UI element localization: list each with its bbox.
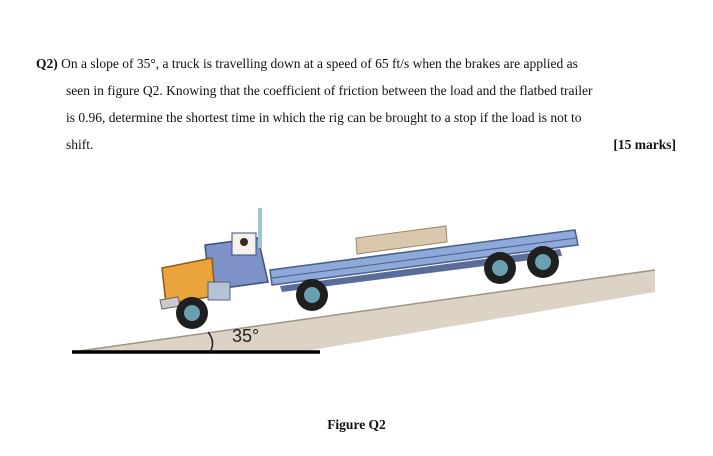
front-wheel-hub	[184, 305, 200, 321]
figure-caption: Figure Q2	[327, 417, 386, 432]
driver-head	[240, 238, 248, 246]
question-block	[36, 50, 676, 158]
marks-label: [15 marks]	[613, 137, 676, 152]
drive-wheel-hub	[304, 287, 320, 303]
angle-label: 35°	[232, 326, 260, 346]
question-line-2: seen in figure Q2. Knowing that the coefficient of friction between the load and the flatbed trailer	[66, 83, 593, 98]
trailer-wheel-1-hub	[492, 260, 508, 276]
exhaust-stack	[258, 208, 262, 248]
question-line-3: is 0.96, determine the shortest time in which the rig can be brought to a stop if the load is not to	[66, 110, 582, 125]
bumper	[160, 297, 180, 309]
question-line-4	[36, 131, 676, 158]
question-number: Q2)	[36, 56, 58, 71]
truck-hood	[162, 258, 215, 304]
question-line-1	[36, 50, 676, 77]
question-text-1: On a slope of 35°, a truck is travelling down at a speed of 65 ft/s when the brakes are applied as	[61, 56, 578, 71]
fuel-tank	[208, 282, 230, 300]
trailer-wheel-2-hub	[535, 254, 551, 270]
question-text-4: shift.	[66, 137, 94, 152]
truck-on-slope-figure	[0, 190, 713, 390]
